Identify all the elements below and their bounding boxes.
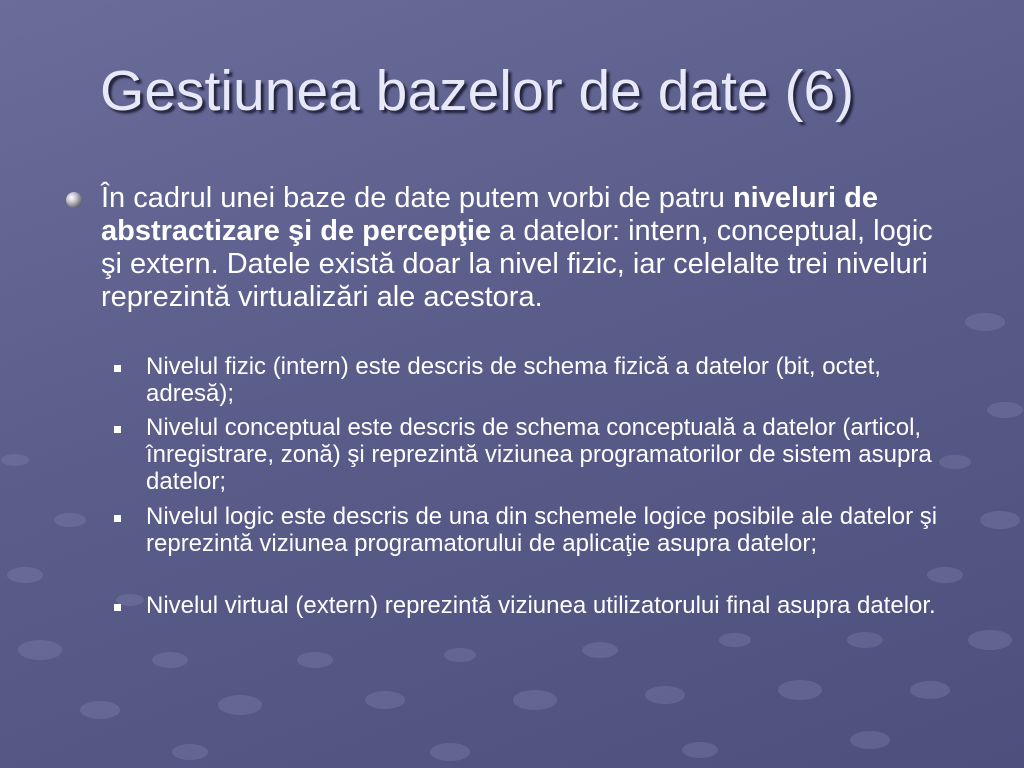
sub-bullet-item [110, 414, 970, 503]
sub-bullet-item [110, 592, 970, 653]
sub-bullet-text: Nivelul fizic (intern) este descris de schema fizică a datelor (bit, octet, adresă); [146, 353, 881, 407]
sub-bullet-list [110, 353, 970, 653]
slide-title: Gestiunea bazelor de date (6) [100, 59, 855, 123]
sphere-bullet-icon [66, 192, 82, 208]
main-bullet-text-bold: niveluri de abstractizare şi de percepţie [101, 182, 879, 247]
square-bullet-icon [114, 515, 121, 522]
main-bullet-text-part1: În cadrul unei baze de date putem vorbi de patru [101, 182, 733, 214]
square-bullet-icon [114, 365, 121, 372]
sub-bullet-item [110, 503, 970, 592]
main-bullet-text [101, 182, 961, 314]
sub-bullet-text: Nivelul virtual (extern) reprezintă viziunea utilizatorului final asupra datelor. [146, 592, 936, 619]
square-bullet-icon [114, 426, 121, 433]
main-bullet-text-part2: a datelor: intern, conceptual, logic şi extern. Datele există doar la nivel fizic, iar celelalte trei niveluri reprezintă virtualizări ale acestora. [101, 215, 933, 313]
sub-bullet-item [110, 353, 970, 414]
sub-bullet-text: Nivelul logic este descris de una din schemele logice posibile ale datelor şi reprezintă viziunea programatorului de aplicaţie asupra datelor; [146, 503, 938, 557]
sub-bullet-text: Nivelul conceptual este descris de schema conceptuală a datelor (articol, înregistrare, zonă) şi reprezintă viziunea programatorilor de sistem asupra datelor; [146, 414, 932, 495]
square-bullet-icon [114, 604, 121, 611]
